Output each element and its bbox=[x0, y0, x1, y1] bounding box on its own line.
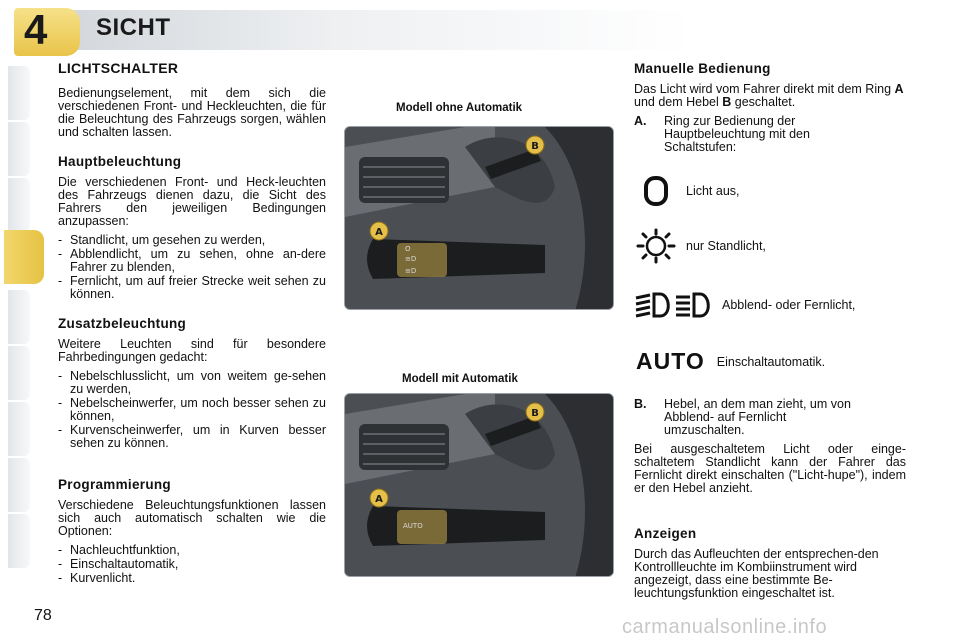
badge-b-label: B bbox=[531, 141, 539, 152]
list-item: - Einschaltautomatik, bbox=[58, 558, 326, 571]
item-b bbox=[634, 398, 906, 437]
caption-top: Modell ohne Automatik bbox=[396, 102, 523, 114]
badge-b-label: B bbox=[531, 408, 539, 419]
headlamp-flash-text: Bei ausgeschaltetem Licht oder einge-schaltetem Standlicht kann der Fahrer das Fernlicht direkt einschalten ("Licht-hupe"), indem er den Hebel anzieht. bbox=[634, 442, 906, 495]
programm-list bbox=[58, 544, 326, 585]
svg-text:O: O bbox=[405, 245, 411, 253]
symbol-row-auto bbox=[636, 348, 825, 375]
manual-title: Manuelle Bedienung bbox=[634, 61, 771, 76]
light-stalk bbox=[367, 506, 545, 546]
light-off-icon bbox=[642, 176, 670, 206]
page-title: SICHT bbox=[96, 14, 171, 41]
list-item: - Abblendlicht, um zu sehen, ohne an-dere Fahrer zu blenden, bbox=[58, 248, 326, 274]
parking-light-icon bbox=[634, 228, 678, 264]
list-item: - Fernlicht, um auf freier Strecke weit sehen zu können. bbox=[58, 275, 326, 301]
side-tab-7[interactable] bbox=[8, 402, 30, 456]
item-b-text: Hebel, an dem man zieht, um von Abblend- auf Fernlicht umzuschalten. bbox=[664, 397, 851, 437]
side-tab-8[interactable] bbox=[8, 458, 30, 512]
stalk-illustration-top bbox=[345, 127, 614, 310]
list-item: - Kurvenscheinwerfer, um in Kurven besser sehen zu können. bbox=[58, 424, 326, 450]
symbol-row-stand bbox=[634, 228, 766, 264]
badge-a-label: A bbox=[375, 494, 383, 505]
side-tab-6[interactable] bbox=[8, 346, 30, 400]
intro-text: Bedienungselement, mit dem sich die verschiedenen Front- und Heckleuchten, die für die Beleuchtung des Fahrzeugs sorgen, wählen und schalten lassen. bbox=[58, 86, 326, 139]
header-bar bbox=[70, 10, 960, 50]
photo-without-auto bbox=[344, 126, 614, 310]
haupt-title: Hauptbeleuchtung bbox=[58, 154, 182, 169]
symbol-row-off bbox=[642, 176, 740, 206]
right-column bbox=[634, 62, 906, 160]
auto-icon: AUTO bbox=[636, 348, 705, 374]
intro-part: Das Licht wird vom Fahrer direkt mit dem Ring bbox=[634, 82, 895, 96]
list-item: - Nebelschlusslicht, um von weitem ge-sehen zu werden, bbox=[58, 370, 326, 396]
photo-with-auto bbox=[344, 393, 614, 577]
intro-part: geschaltet. bbox=[731, 95, 796, 109]
zusatz-text: Weitere Leuchten sind für besondere Fahrbedingungen gedacht: bbox=[58, 337, 326, 364]
programm-text: Verschiedene Beleuchtungsfunktionen lassen sich auch automatisch schalten wie die Optionen: bbox=[58, 498, 326, 538]
anzeigen-title: Anzeigen bbox=[634, 526, 697, 541]
symbol-off-label: Licht aus, bbox=[686, 184, 740, 198]
list-item: - Kurvenlicht. bbox=[58, 572, 326, 585]
item-a-text: Ring zur Bedienung der Hauptbeleuchtung mit den Schaltstufen: bbox=[664, 114, 810, 154]
programm-title: Programmierung bbox=[58, 477, 171, 492]
symbol-row-beam bbox=[632, 290, 855, 320]
svg-text:≡D: ≡D bbox=[405, 255, 417, 263]
side-tab-1[interactable] bbox=[8, 66, 30, 120]
haupt-list bbox=[58, 234, 326, 301]
intro-part: und dem Hebel bbox=[634, 95, 723, 109]
list-item: - Standlicht, um gesehen zu werden, bbox=[58, 234, 326, 247]
side-tab-2[interactable] bbox=[8, 122, 30, 176]
haupt-text: Die verschiedenen Front- und Heck-leuchten des Fahrzeugs dienen dazu, die Sicht des Fahrers den jeweiligen Bedingungen anzupassen: bbox=[58, 175, 326, 228]
svg-text:≡D: ≡D bbox=[405, 267, 417, 275]
stalk-illustration-bottom bbox=[345, 394, 614, 577]
watermark[interactable]: carmanualsonline.info bbox=[622, 616, 828, 638]
side-tab-3[interactable] bbox=[8, 178, 30, 232]
item-b-key: B. bbox=[634, 397, 647, 411]
side-tab-4-active[interactable] bbox=[4, 230, 44, 284]
intro-ring-a: A bbox=[894, 82, 904, 96]
list-item: - Nachleuchtfunktion, bbox=[58, 544, 326, 557]
side-tab-5[interactable] bbox=[8, 290, 30, 344]
list-item: - Nebelscheinwerfer, um noch besser sehen zu können, bbox=[58, 397, 326, 423]
symbol-auto-label: Einschaltautomatik. bbox=[716, 354, 826, 369]
item-a-key: A. bbox=[634, 114, 647, 128]
zusatz-title: Zusatzbeleuchtung bbox=[58, 316, 187, 331]
chapter-number: 4 bbox=[24, 6, 48, 53]
intro-lever-b: B bbox=[722, 95, 732, 109]
side-tab-9[interactable] bbox=[8, 514, 30, 568]
light-stalk bbox=[367, 239, 545, 279]
dipped-main-beam-icon bbox=[632, 290, 712, 320]
page-number: 78 bbox=[34, 607, 52, 624]
left-column bbox=[58, 62, 326, 591]
section-title: LICHTSCHALTER bbox=[58, 60, 179, 76]
caption-bottom: Modell mit Automatik bbox=[402, 373, 518, 385]
manual-intro bbox=[634, 83, 906, 109]
item-a bbox=[634, 115, 906, 154]
stalk-auto-label: AUTO bbox=[403, 522, 423, 530]
zusatz-list bbox=[58, 370, 326, 450]
right-column-lower bbox=[634, 398, 906, 606]
anzeigen-text: Durch das Aufleuchten der entsprechen-den Kontrollleuchte im Kombiinstrument wird angezeigt, dass eine bestimmte Be-leuchtungsfunktion eingeschaltet ist. bbox=[634, 547, 879, 600]
badge-a-label: A bbox=[375, 227, 383, 238]
symbol-stand-label: nur Standlicht, bbox=[686, 239, 766, 253]
symbol-beam-label: Abblend- oder Fernlicht, bbox=[722, 298, 856, 312]
